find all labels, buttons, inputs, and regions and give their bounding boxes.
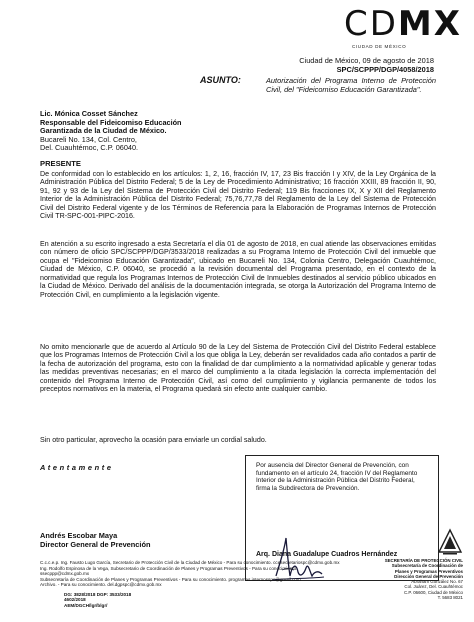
subject-label: ASUNTO: (200, 75, 241, 85)
institution-line-3: Planes y Programas Preventivos (394, 568, 463, 574)
copy-line-2: Ing. Rodolfo Espinosa de la Vega, Subsecretario de Coordinación de Planes y Programas Preventivos - Para su conocimiento. ssecppp@cdmx.gob.mx (40, 565, 298, 577)
body-paragraph-4: Sin otro particular, aprovecho la ocasión para enviarle un cordial saludo. (40, 436, 267, 444)
body-paragraph-3: No omito mencionarle que de acuerdo al Artículo 90 de la Ley del Sistema de Protección Civil del Distrito Federal establece que los Programas Internos de Protección Civil a los que obliga la Ley, deberán ser revalidados cada año contados a partir de la fecha de autorización del programa, esto con la finalidad de dar cumplimiento a la normatividad aplicable y generar todas las medidas preventivas necesarias; en el marco del cumplimiento a la citada legislación la correcta implementación del contenido del Programa Interno de Protección Civil, así como del cumplimiento y vigilancia permanente de todos los preceptos normativos en la materia, el Programa quedará sin efecto ante cualquier cambio. (40, 343, 436, 394)
logo-light: CD (344, 4, 398, 44)
copy-line-1: C.c.c.e.p. Ing. Fausto Lugo García, Secretario de Protección Civil de la Ciudad de México - Para su conocimiento. ccesecretariospc@cdmx.gob.mx (40, 560, 340, 565)
ref-line-3: AEM/DGCH/lgr/blgr/ (64, 602, 108, 608)
institution-line-7: C.P. 06600, Ciudad de México (404, 589, 463, 595)
date-line: Ciudad de México, 09 de agosto de 2018 (299, 56, 434, 65)
recipient-address-2: Del. Cuauhtémoc, C.P. 06040. (40, 143, 139, 153)
logo-bold: MX (397, 4, 462, 44)
civil-protection-emblem-icon (437, 528, 463, 556)
institution-line-5: Abraham González No. 67 (411, 579, 463, 585)
reference-codes (64, 592, 131, 608)
recipient-block (40, 110, 340, 153)
copy-list (40, 560, 340, 588)
institution-line-8: T. 5683 8021 (437, 595, 463, 601)
ref-line-1: DG: 3828/2018 DGP: 3533/2018 (64, 592, 132, 597)
absence-signer-name: Arq. Diana Guadalupe Cuadros Hernández (256, 551, 398, 558)
subject-text: Autorización del Programa Interno de Protección Civil, del "Fideicomiso Educación Garantizada". (266, 76, 436, 94)
signer-block (40, 532, 151, 549)
closing: A t e n t a m e n t e (40, 463, 112, 472)
body-paragraph-2: En atención a su escrito ingresado a esta Secretaría el día 01 de agosto de 2018, en cual atiende las observaciones emitidas con número de oficio SPC/SCPPP/DGP/3533/2018 realizadas a su Programa Interno de Protección Civil del inmueble que ocupa el "Fideicomiso Educación Garantizada", ubicado en Bucareli No. 134, Colonia Centro, Delegación Cuauhtémoc, Ciudad de México, C.P. 06040, se procedió a la revisión documental del Programa presentado, en el contexto de la normatividad que regula los Programas Internos de Protección Civil de Inmuebles destinados al servicio público ubicados en la Ciudad de México. Derivado del análisis de la documentación integrada, se otorga la Autorización del Programa Interno de Protección Civil, en cumplimiento a la legislación vigente. (40, 240, 436, 299)
recipient-title-1: Responsable del Fideicomiso Educación (40, 117, 182, 127)
document-header (258, 56, 434, 74)
body-paragraph-1: De conformidad con lo establecido en los artículos: 1, 2, 16, fracción IV, 17, 23 Bis fracción I y XIV, de la Ley Orgánica de la Administración Pública del Distrito Federal; 5 de la Ley de Procedimiento Administrativo; 16 fracción XXIII, 89 fracción II, 90, 91, 92 y 93 de la Ley del Sistema de Protección Civil del Distrito Federal; 119 Bis fracciones IX, X y XII del Reglamento Interior de la Administración Pública del Distrito Federal; 75,76,77,78 del Reglamento de la Ley del Sistema de Protección Civil del Distrito Federal vigente y de los Términos de Referencia para la Elaboración de Programas Internos de Protección Civil TR-SPC-001-PIPC-2016. (40, 170, 436, 221)
ref-line-2: 4602/2018 (64, 597, 86, 603)
institution-line-2: Subsecretaría de Coordinación de (391, 563, 463, 569)
institution-footer (345, 558, 463, 600)
logo-subtitle: CIUDAD DE MÉXICO (352, 44, 407, 49)
institution-line-4: Dirección General de Prevención (394, 573, 463, 579)
cdmx-logo (344, 4, 462, 44)
signer-title: Director General de Prevención (40, 539, 151, 549)
recipient-name: Lic. Mónica Cosset Sánchez (40, 109, 138, 118)
absence-note: Por ausencia del Director General de Prevención, con fundamento en el artículo 24, fracción IV del Reglamento Interior de la Administración Pública del Distrito Federal, firma la Subdirectora de Prevención. (256, 462, 418, 492)
copy-line-3: Subsecretaría de Coordinación de Planes y Programas Preventivos - Para su conocimiento. programas.internosspc@gmail.com (40, 576, 301, 582)
institution-line-6: Col. Juárez, Del. Cuauhtémoc (404, 584, 463, 590)
signer-name: Andrés Escobar Maya (40, 531, 118, 540)
salutation: PRESENTE (40, 159, 81, 168)
recipient-title-2: Garantizada de la Ciudad de México. (40, 126, 167, 136)
reference-number: SPC/SCPPP/DGP/4058/2018 (336, 65, 434, 74)
institution-line-1: SECRETARÍA DE PROTECCIÓN CIVIL (384, 558, 463, 563)
copy-line-4: Archivo. - Para su conocimiento. del.dgpspc@cdmx.gob.mx (40, 582, 162, 588)
recipient-address-1: Bucareli No. 134, Col. Centro, (40, 134, 137, 144)
